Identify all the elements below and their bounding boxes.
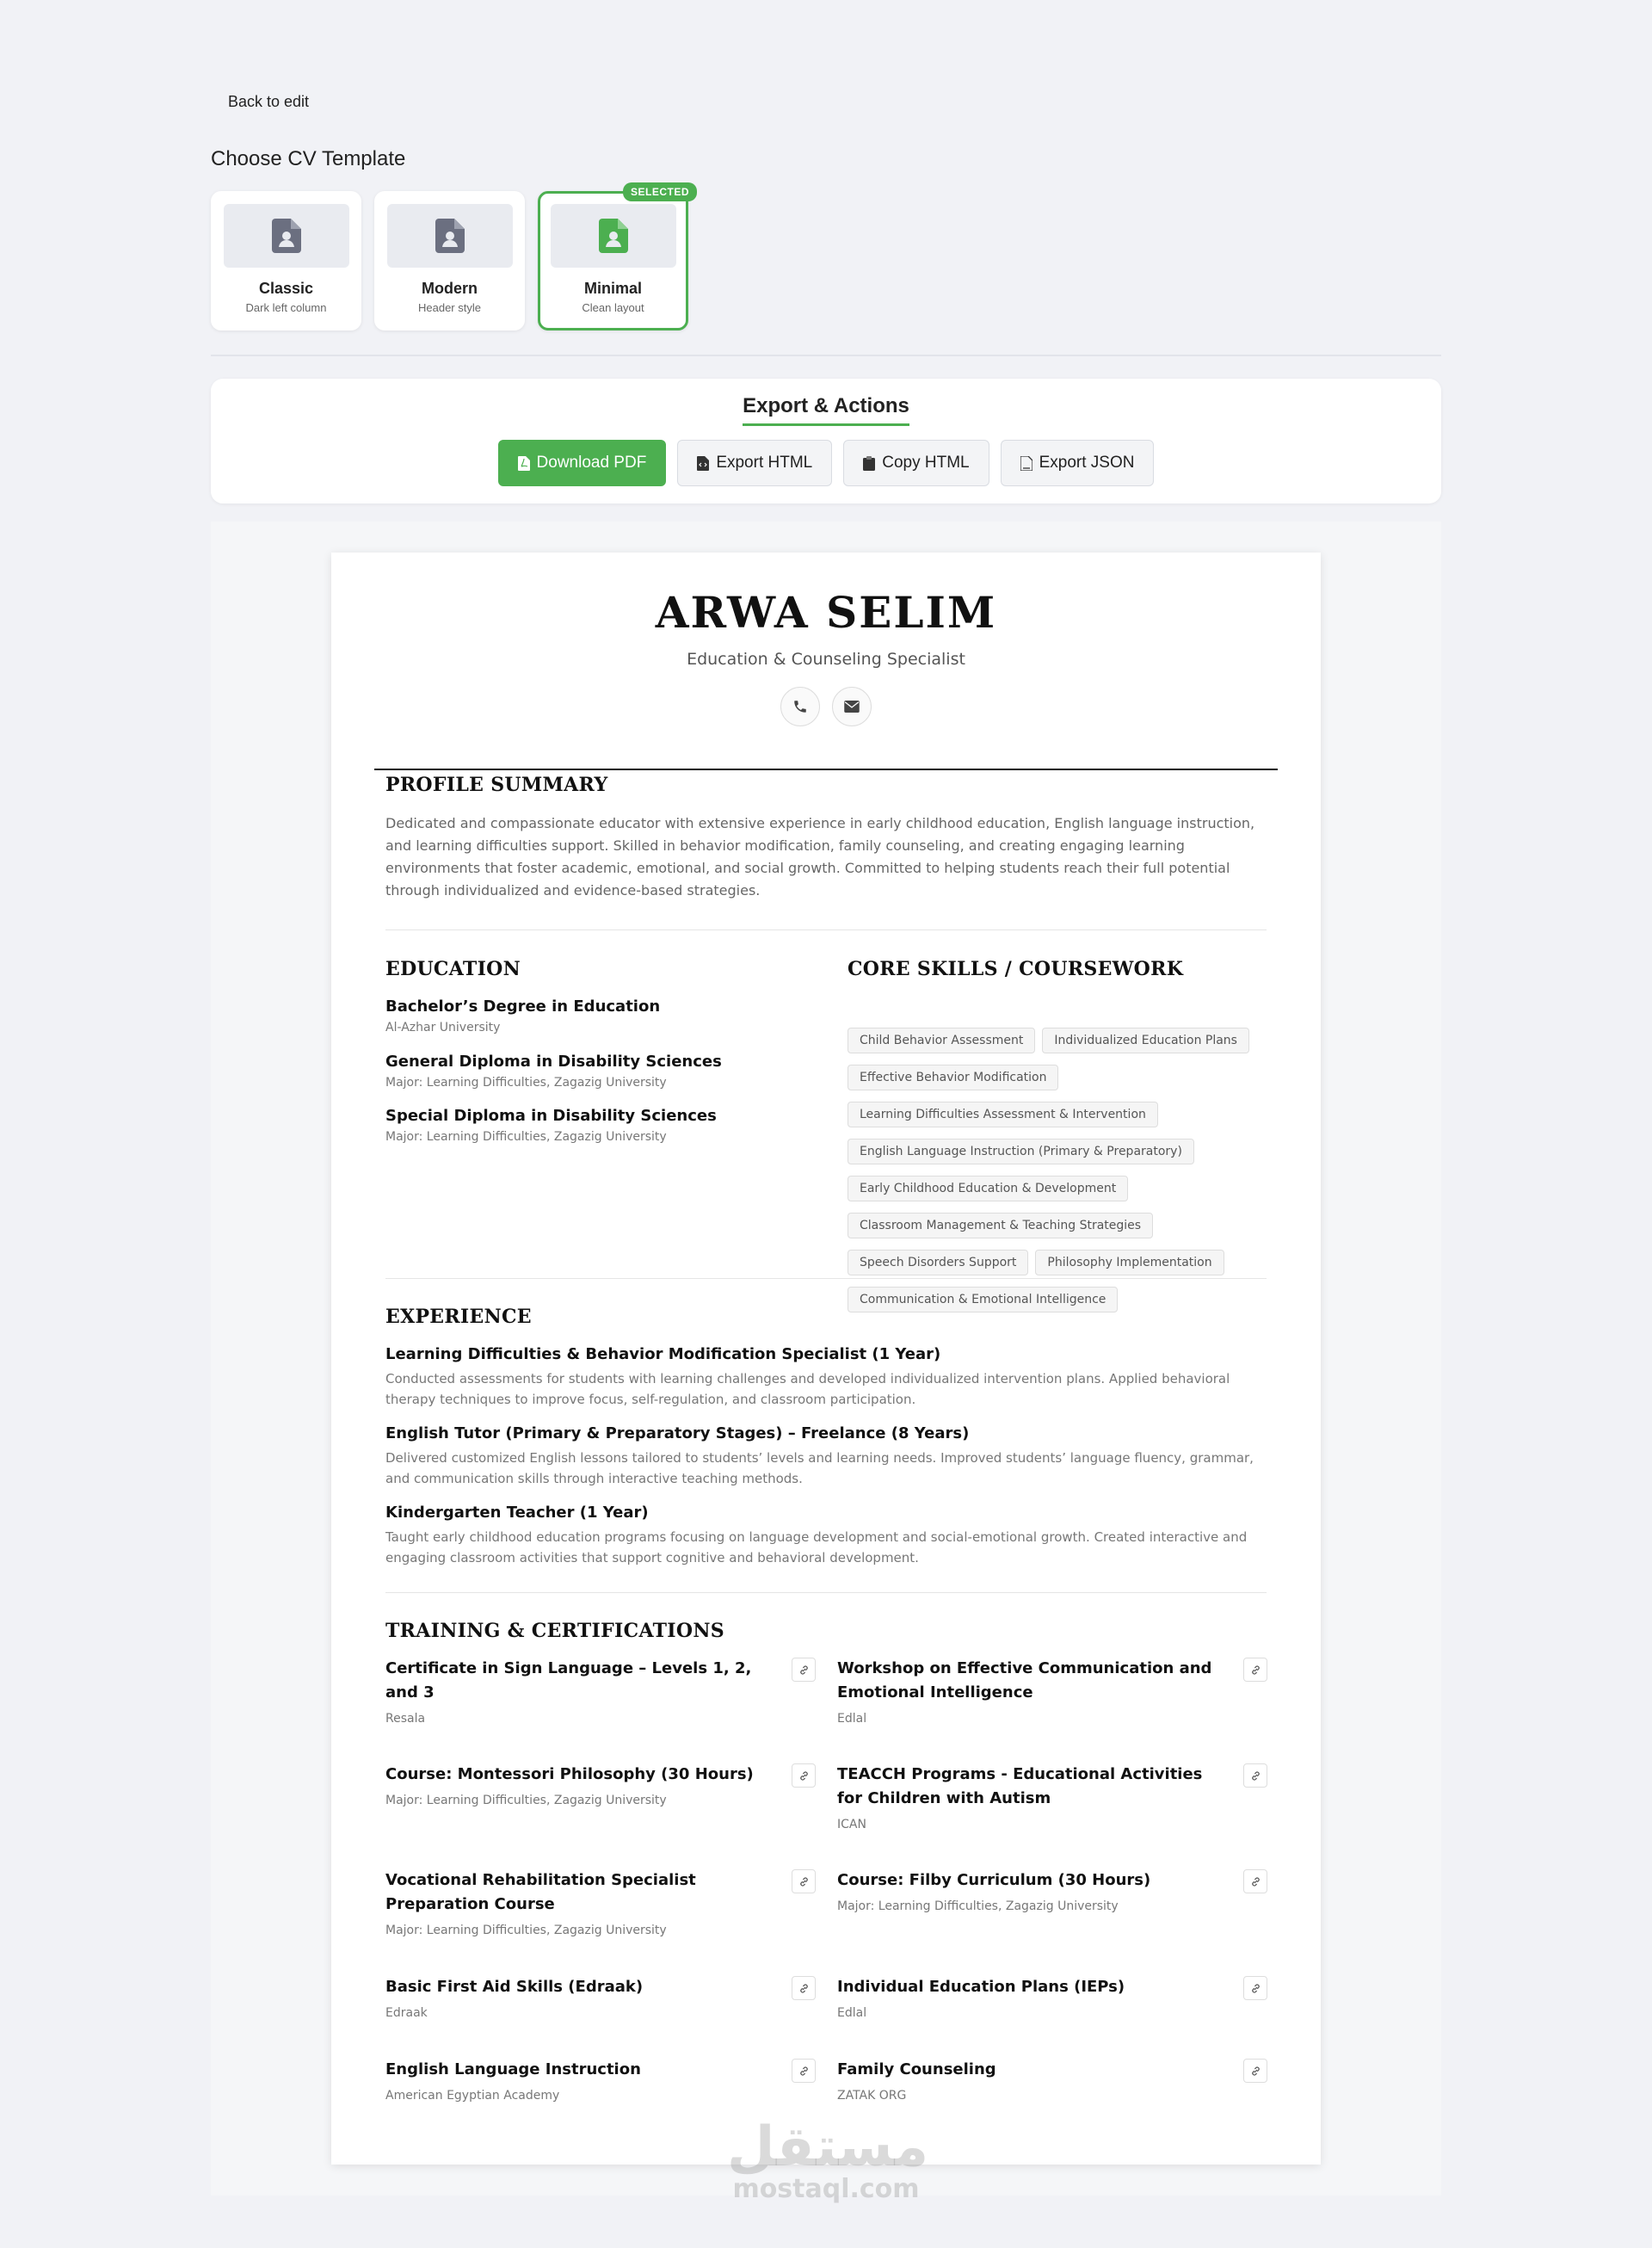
- clipboard-icon: [863, 456, 875, 471]
- export-panel: [211, 379, 1441, 503]
- skill-chip: Effective Behavior Modification: [848, 1065, 1058, 1090]
- certification-title: Course: Filby Curriculum (30 Hours): [837, 1871, 1151, 1889]
- education-item: [385, 1053, 798, 1090]
- watermark-latin: mostaql.com: [732, 2174, 920, 2204]
- certification-item: [837, 1975, 1267, 2020]
- template-name: Minimal: [583, 280, 642, 297]
- cv-document-icon: [599, 219, 628, 253]
- link-icon[interactable]: [792, 1869, 816, 1893]
- certification-item: [837, 1763, 1267, 1831]
- template-name: Modern: [422, 280, 478, 297]
- experience-role: Learning Difficulties & Behavior Modification Specialist (1 Year): [385, 1345, 941, 1363]
- export-button-row: [211, 440, 1441, 486]
- certification-title: Basic First Aid Skills (Edraak): [385, 1978, 644, 1996]
- certification-title: Individual Education Plans (IEPs): [837, 1978, 1125, 1996]
- certification-item: [837, 1868, 1267, 1913]
- template-desc: Clean layout: [582, 301, 644, 314]
- certification-org: Resala: [385, 1712, 426, 1726]
- section-divider: [385, 929, 1267, 930]
- experience-desc: Delivered customized English lessons tailored to students’ levels and learning needs. Improved students’ language fluency, grammar, and communication skills through interactive teaching methods.: [385, 1450, 1254, 1486]
- skill-chip: Child Behavior Assessment: [848, 1028, 1035, 1053]
- certification-title: Certificate in Sign Language – Levels 1, 2, and 3: [385, 1659, 752, 1701]
- experience-item: [385, 1424, 1267, 1489]
- email-icon[interactable]: [832, 687, 872, 726]
- button-label: Copy HTML: [882, 454, 970, 472]
- experience-role: Kindergarten Teacher (1 Year): [385, 1504, 649, 1522]
- experience-desc: Taught early childhood education programs focusing on language development and social-emotional growth. Created interactive and engaging classroom activities that support cognitive and behavioral development.: [385, 1529, 1248, 1566]
- link-icon[interactable]: [1243, 1658, 1267, 1682]
- contact-row: [331, 687, 1321, 726]
- certification-title: English Language Instruction: [385, 2060, 641, 2078]
- template-desc: Dark left column: [245, 301, 327, 314]
- section-divider: [385, 1278, 1267, 1279]
- copy-html-button[interactable]: [843, 440, 989, 486]
- education-item: [385, 1107, 798, 1144]
- header-rule: [374, 769, 1278, 770]
- link-icon[interactable]: [792, 1976, 816, 2000]
- link-icon[interactable]: [1243, 1763, 1267, 1788]
- certification-title: Course: Montessori Philosophy (30 Hours): [385, 1765, 754, 1783]
- experience-role: English Tutor (Primary & Preparatory Stages) – Freelance (8 Years): [385, 1424, 970, 1442]
- mostaql-watermark: [727, 2115, 929, 2204]
- skill-chip: Speech Disorders Support: [848, 1250, 1028, 1275]
- skill-chip: English Language Instruction (Primary & Preparatory): [848, 1139, 1194, 1164]
- certification-item: [385, 1975, 816, 2020]
- cv-document-icon: [272, 219, 301, 253]
- button-label: Export JSON: [1039, 454, 1135, 472]
- certification-org: Edraak: [385, 2006, 428, 2020]
- experience-heading: EXPERIENCE: [385, 1306, 532, 1328]
- degree-detail: Al-Azhar University: [385, 1021, 501, 1034]
- skill-chip: Classroom Management & Teaching Strategies: [848, 1213, 1153, 1238]
- pdf-icon: [518, 456, 530, 471]
- certification-org: ICAN: [837, 1818, 866, 1831]
- skill-chip: Communication & Emotional Intelligence: [848, 1287, 1118, 1312]
- certification-item: [837, 2058, 1267, 2103]
- template-preview: [551, 204, 676, 268]
- cv-document-icon: [435, 219, 465, 253]
- profile-summary-text: Dedicated and compassionate educator with extensive experience in early childhood education, English language instruction, and learning difficulties support. Skilled in behavior modification, family counseling, and creating engaging learning environments that foster academic, emotional, and social growth. Committed to helping students reach their full potential through individualized and evidence-based strategies.: [385, 815, 1255, 899]
- template-card-minimal[interactable]: [538, 186, 689, 330]
- certification-org: Edlal: [837, 2006, 867, 2020]
- degree-title: General Diploma in Disability Sciences: [385, 1053, 722, 1071]
- training-heading: TRAINING & CERTIFICATIONS: [385, 1620, 724, 1642]
- link-icon[interactable]: [792, 2059, 816, 2083]
- selected-badge: SELECTED: [623, 182, 697, 201]
- certification-item: [385, 1868, 816, 1937]
- certification-org: American Egyptian Academy: [385, 2089, 560, 2103]
- link-icon[interactable]: [1243, 1976, 1267, 2000]
- template-card-modern[interactable]: [374, 191, 525, 330]
- certification-org: Edlal: [837, 1712, 867, 1726]
- skill-chip: Individualized Education Plans: [1042, 1028, 1249, 1053]
- profile-summary-heading: PROFILE SUMMARY: [385, 774, 608, 796]
- link-icon[interactable]: [792, 1763, 816, 1788]
- certification-title: Vocational Rehabilitation Specialist Preparation Course: [385, 1871, 696, 1913]
- template-desc: Header style: [418, 301, 481, 314]
- certification-org: Major: Learning Difficulties, Zagazig University: [385, 1794, 667, 1807]
- certification-org: Major: Learning Difficulties, Zagazig University: [385, 1924, 667, 1937]
- certification-title: Family Counseling: [837, 2060, 996, 2078]
- certification-item: [385, 2058, 816, 2103]
- section-divider: [211, 355, 1441, 356]
- watermark-arabic: مستقل: [727, 2115, 929, 2179]
- education-heading: EDUCATION: [385, 958, 521, 980]
- choose-template-title: Choose CV Template: [211, 147, 406, 170]
- degree-detail: Major: Learning Difficulties, Zagazig University: [385, 1076, 667, 1090]
- certification-item: [837, 1657, 1267, 1726]
- degree-detail: Major: Learning Difficulties, Zagazig University: [385, 1130, 667, 1144]
- cv-page: [331, 553, 1321, 2165]
- cv-name: ARWA SELIM: [655, 587, 997, 638]
- certification-item: [385, 1657, 816, 1726]
- experience-item: [385, 1345, 1267, 1410]
- json-file-icon: [1020, 456, 1032, 471]
- certification-title: TEACCH Programs - Educational Activities for Children with Autism: [837, 1765, 1203, 1807]
- experience-desc: Conducted assessments for students with learning challenges and developed individualized intervention plans. Applied behavioral therapy techniques to improve focus, self-regulation, and classroom participation.: [385, 1371, 1230, 1407]
- education-item: [385, 997, 798, 1034]
- export-html-button[interactable]: [677, 440, 832, 486]
- template-preview: [224, 204, 349, 268]
- template-name: Classic: [258, 280, 314, 297]
- html-file-icon: [697, 456, 709, 471]
- section-divider: [385, 1592, 1267, 1593]
- experience-item: [385, 1504, 1267, 1568]
- template-preview: [387, 204, 513, 268]
- template-card-classic[interactable]: [211, 191, 361, 330]
- link-icon[interactable]: [1243, 2059, 1267, 2083]
- button-label: Export HTML: [716, 454, 813, 472]
- download-pdf-button[interactable]: [498, 440, 667, 486]
- skill-chip: Early Childhood Education & Development: [848, 1176, 1128, 1201]
- certification-title: Workshop on Effective Communication and Emotional Intelligence: [837, 1659, 1212, 1701]
- back-to-edit-link[interactable]: Back to edit: [228, 93, 310, 110]
- phone-icon[interactable]: [780, 687, 820, 726]
- certification-org: Major: Learning Difficulties, Zagazig University: [837, 1899, 1119, 1913]
- link-icon[interactable]: [792, 1658, 816, 1682]
- degree-title: Bachelor’s Degree in Education: [385, 997, 661, 1016]
- core-skills-heading: CORE SKILLS / COURSEWORK: [848, 958, 1184, 980]
- skills-chip-list: [848, 1028, 1286, 1312]
- button-label: Download PDF: [536, 454, 647, 472]
- cv-job-title: Education & Counseling Specialist: [687, 650, 965, 669]
- export-title: Export & Actions: [211, 394, 1441, 426]
- skill-chip: Learning Difficulties Assessment & Intervention: [848, 1102, 1158, 1127]
- link-icon[interactable]: [1243, 1869, 1267, 1893]
- certification-item: [385, 1763, 816, 1807]
- degree-title: Special Diploma in Disability Sciences: [385, 1107, 717, 1125]
- certification-org: ZATAK ORG: [837, 2089, 907, 2103]
- cv-preview-area: [211, 522, 1441, 2196]
- export-json-button[interactable]: [1001, 440, 1155, 486]
- skill-chip: Philosophy Implementation: [1035, 1250, 1224, 1275]
